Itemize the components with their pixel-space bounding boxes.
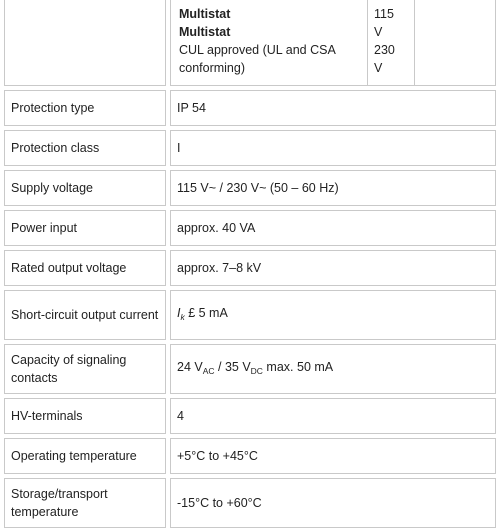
row-value: +5°C to +45°C [170,438,496,474]
table-row [4,478,496,528]
value-subscript: AC [202,366,215,376]
row-label: Protection class [4,130,166,166]
table-row [4,344,496,394]
value-text: £ 5 mA [184,306,228,320]
table-row [4,438,496,474]
row-label: Storage/transport temperature [4,478,166,528]
row-label: Protection type [4,90,166,126]
voltage-value: 115 [374,7,394,21]
table-row [4,0,496,86]
value-subscript: DC [250,366,263,376]
model-name: Multistat [179,7,231,21]
model-names [171,0,368,85]
row-label: Power input [4,210,166,246]
row-label: Capacity of signaling contacts [4,344,166,394]
table-row [4,170,496,206]
row-value: I [170,130,496,166]
value-text: 24 V [177,360,203,374]
table-row [4,90,496,126]
voltage-unit: V [374,25,383,39]
approval-text: CUL approved (UL and CSA conforming) [179,43,336,75]
voltage-unit: V [374,61,383,75]
row-label: Short-circuit output current [4,290,166,340]
empty-label-cell [4,0,166,86]
row-value: approx. 40 VA [170,210,496,246]
table-row [4,130,496,166]
value-subscript: k [180,312,185,322]
voltage-column [368,0,415,85]
row-label: Operating temperature [4,438,166,474]
table-row [4,290,496,340]
row-value: IP 54 [170,90,496,126]
table-row [4,398,496,434]
row-value: 115 V~ / 230 V~ (50 – 60 Hz) [170,170,496,206]
empty-cell [415,0,495,85]
model-cell [170,0,496,86]
row-value [170,290,496,340]
value-symbol: I [177,306,181,320]
row-label: Rated output voltage [4,250,166,286]
model-name: Multistat [179,25,231,39]
table-row [4,250,496,286]
row-value [170,344,496,394]
row-value: approx. 7–8 kV [170,250,496,286]
row-label: HV-terminals [4,398,166,434]
value-text: max. 50 mA [262,360,334,374]
row-label: Supply voltage [4,170,166,206]
row-value: -15°C to +60°C [170,478,496,528]
table-row [4,210,496,246]
value-text: / 35 V [214,360,251,374]
voltage-value: 230 [374,43,395,57]
row-value: 4 [170,398,496,434]
